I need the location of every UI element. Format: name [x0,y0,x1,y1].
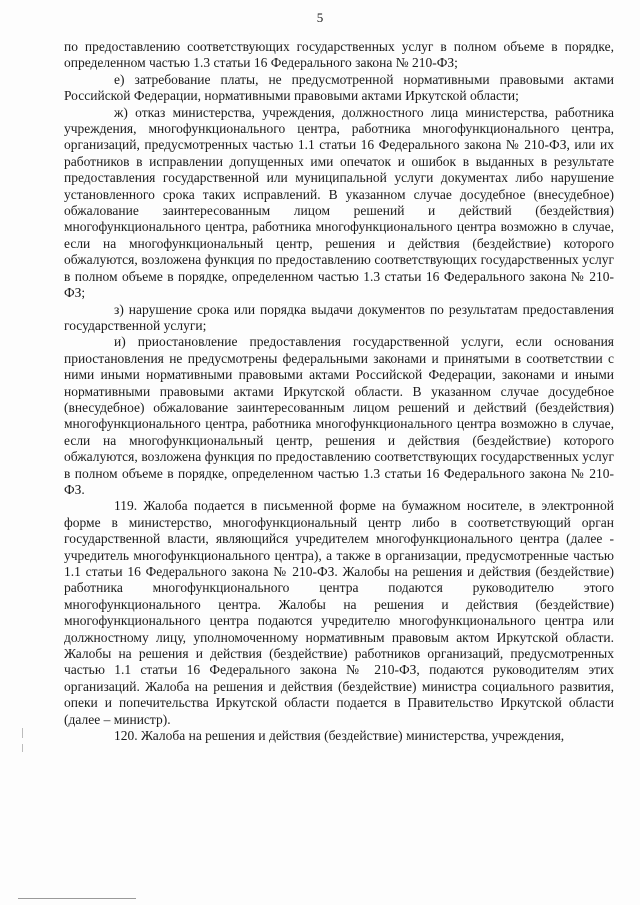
paragraph-item-i: и) приостановление предоставления государственной услуги, если основания приостановления не предусмотрены федеральными законами и принятыми в соответствии с ними иными нормативными правовыми актами Российской Федерации, законами и иными нормативными правовыми актами Иркутской области. В указанном случае досудебное (внесудебное) обжалование заинтересованным лицом решений и действий (бездействия) многофункционального центра, работника многофункционального центра возможно в случае, если на многофункциональный центр, решения и действия (бездействие) которого обжалуются, возложена функция по предоставлению соответствующих государственных услуг в полном объеме в порядке, определенном частью 1.3 статьи 16 Федерального закона № 210-ФЗ. [64,334,614,497]
scan-margin-mark [22,744,23,752]
paragraph-item-z: з) нарушение срока или порядка выдачи документов по результатам предоставления государственной услуги; [64,301,614,333]
paragraph-item-e: е) затребование платы, не предусмотренной нормативными правовыми актами Российской Федерации, нормативными правовыми актами Иркутской области; [64,71,614,104]
paragraph-item-zh: ж) отказ министерства, учреждения, должностного лица министерства, работника учреждения, многофункционального центра, работника многофункционального центра, организаций, предусмотренных частью 1.1 статьи 16 Федерального закона № 210-ФЗ, или их работников в исправлении допущенных ими опечаток и ошибок в выданных в результате предоставления государственной или муниципальной услуги документах либо нарушение установленного срока таких исправлений. В указанном случае досудебное (внесудебное) обжалование заинтересованным лицом решений и действий (бездействия) многофункционального центра, работника многофункционального центра возможно в случае, если на многофункциональный центр, решения и действия (бездействие) которого обжалуются, возложена функция по предоставлению соответствующих государственных услуг в полном объеме в порядке, определенном частью 1.3 статьи 16 Федерального закона № 210-ФЗ; [64,104,614,301]
scan-margin-mark [22,728,23,738]
paragraph-119: 119. Жалоба подается в письменной форме на бумажном носителе, в электронной форме в министерство, многофункциональный центр либо в соответствующий орган государственной власти, являющийся учредителем многофункционального центра (далее - учредитель многофункционального центра), а также в организации, предусмотренные частью 1.1 статьи 16 Федерального закона № 210-ФЗ. Жалобы на решения и действия (бездействие) работника многофункционального центра подаются руководителю этого многофункционального центра. Жалобы на решения и действия (бездействие) многофункционального центра подаются учредителю многофункционального центра или должностному лицу, уполномоченному нормативным правовым актом Иркутской области. Жалобы на решения и действия (бездействие) работников организаций, предусмотренных частью 1.1 статьи 16 Федерального закона № 210-ФЗ, подаются руководителям этих организаций. Жалоба на решения и действия (бездействие) министра социального развития, опеки и попечительства Иркутской области подается в Правительство Иркутской области (далее – министр). [64,498,614,727]
paragraph-120: 120. Жалоба на решения и действия (бездействие) министерства, учреждения, [114,728,565,744]
page-number: 5 [316,10,324,25]
footer-rule [18,898,136,899]
document-body [64,39,614,744]
paragraph-continuation: по предоставлению соответствующих государственных услуг в полном объеме в порядке, определенном частью 1.3 статьи 16 Федерального закона № 210-ФЗ; [64,39,614,71]
